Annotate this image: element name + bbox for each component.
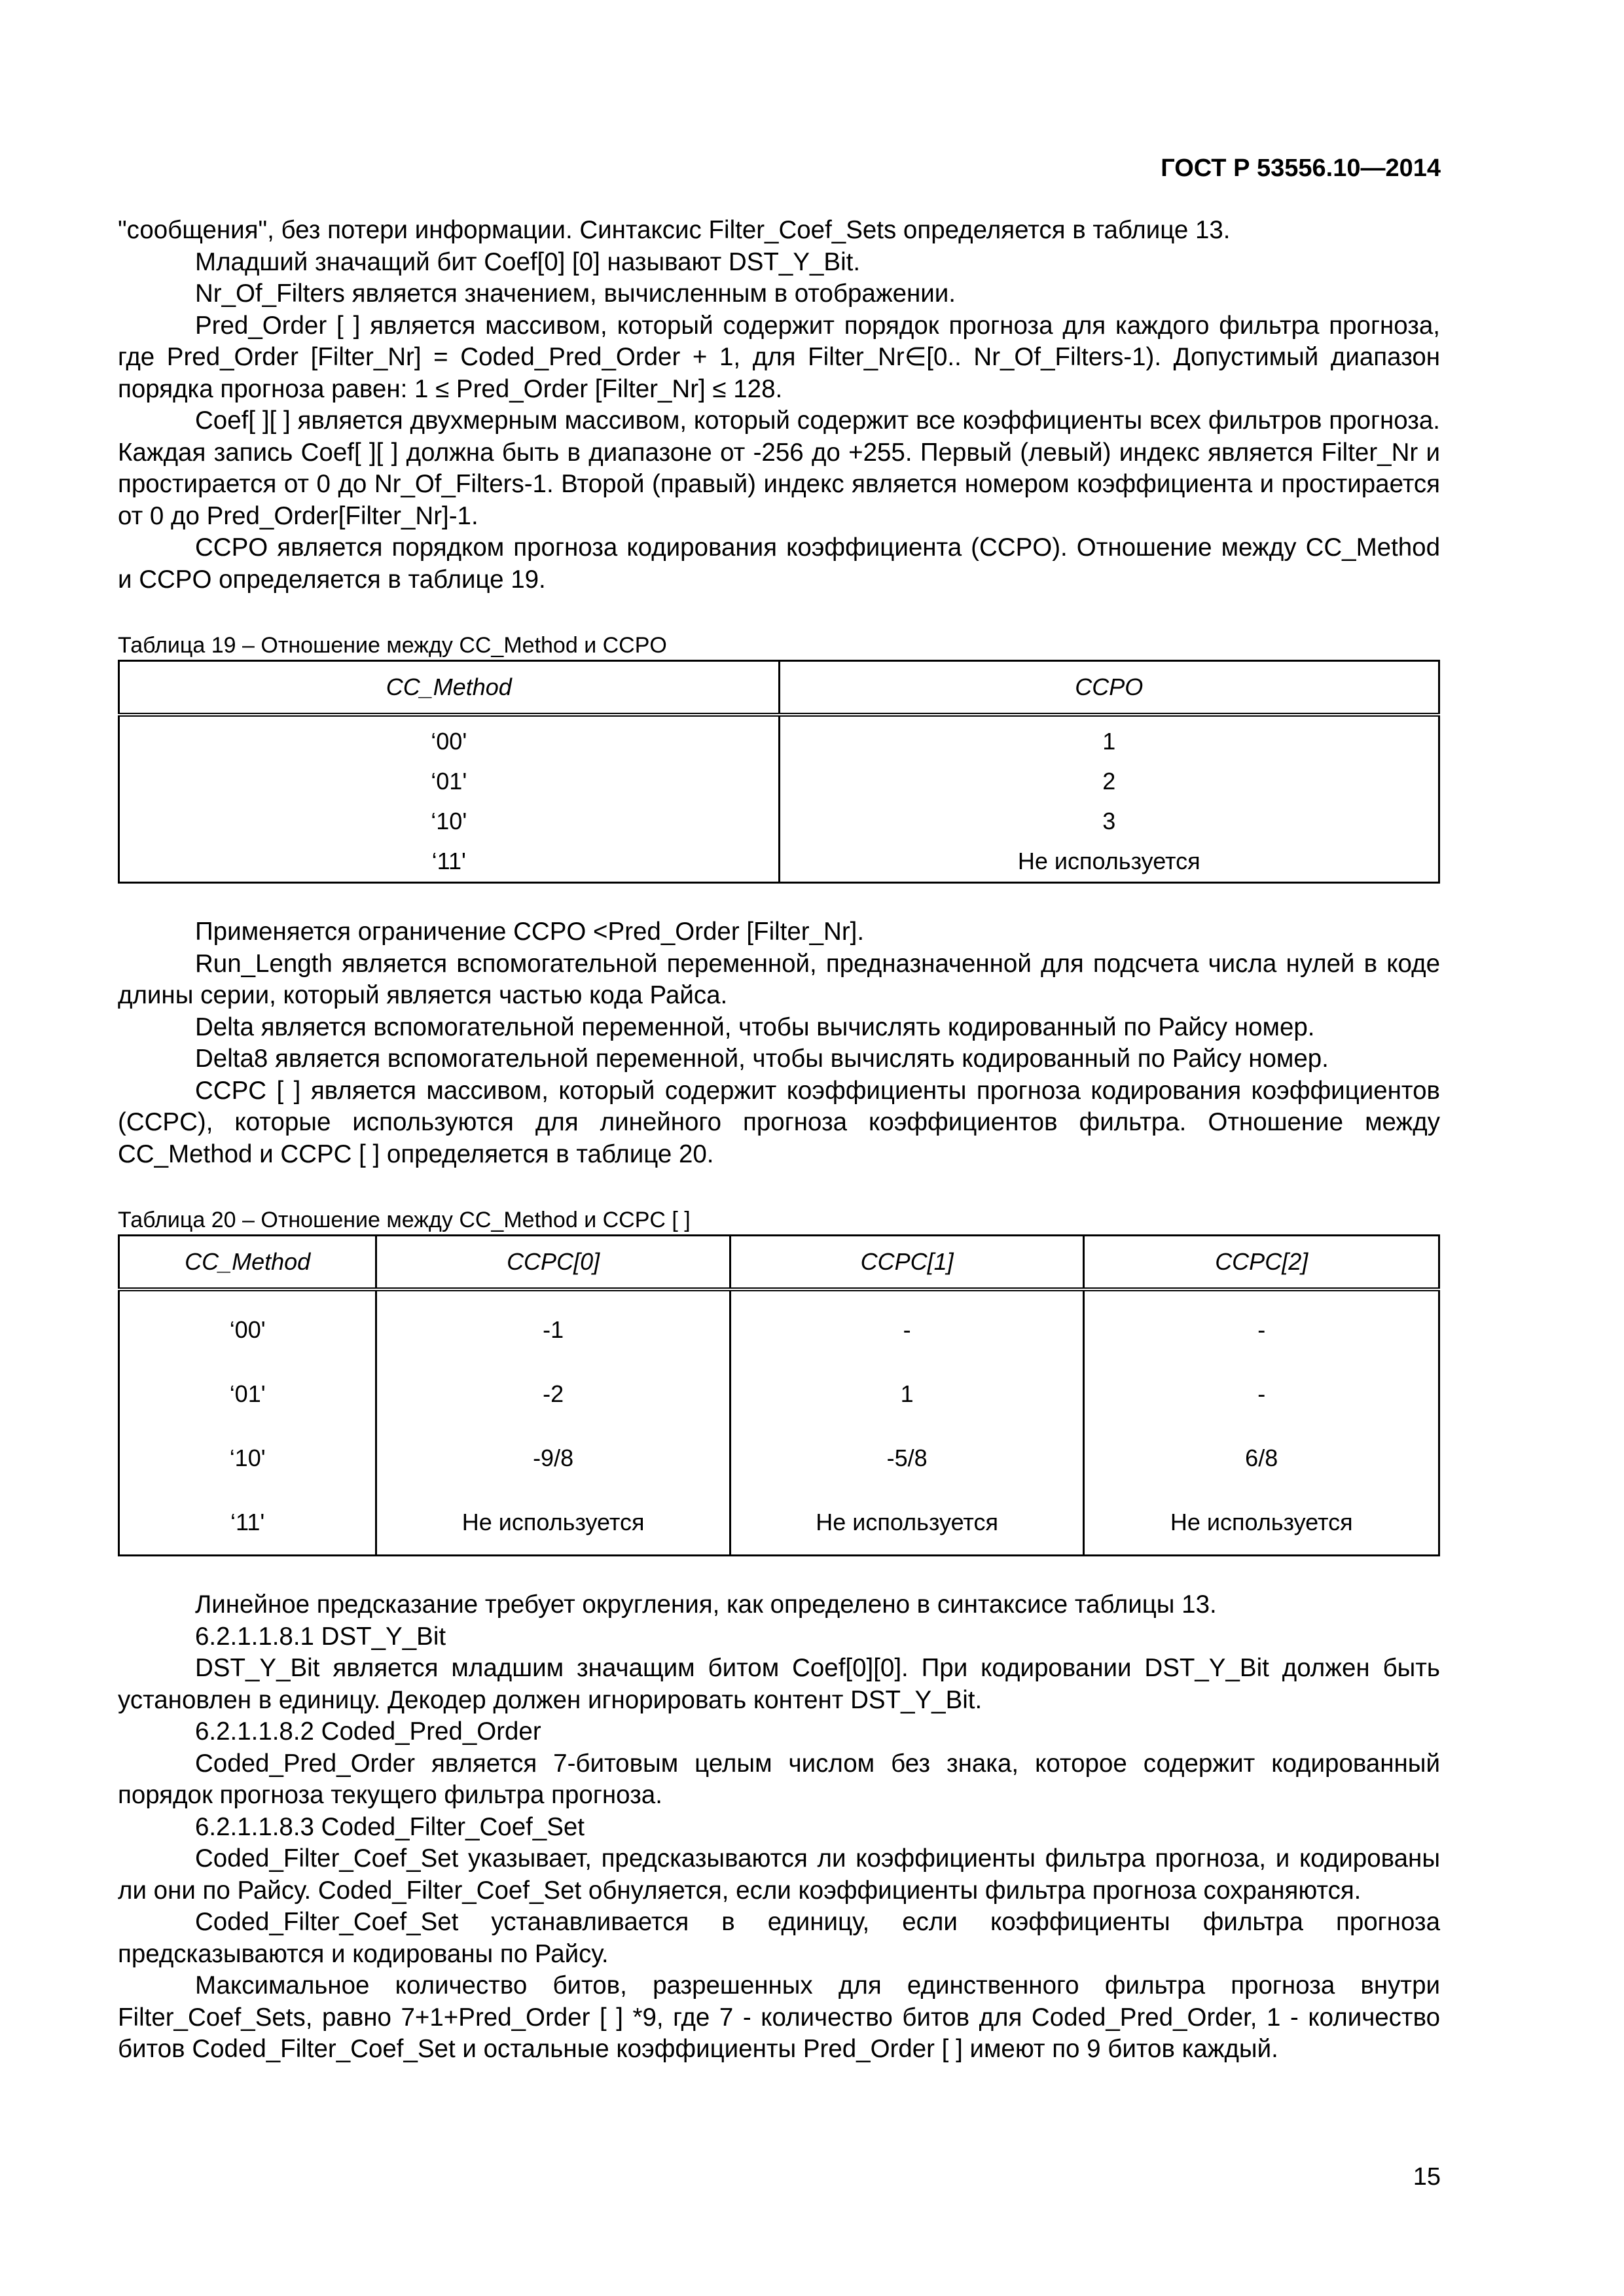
- paragraph: CCPO является порядком прогноза кодирования коэффициента (CCPO). Отношение между CC_Method и CCPO определяется в таблице 19.: [118, 533, 1440, 594]
- table-row: [119, 762, 1439, 802]
- paragraph: "сообщения", без потери информации. Синтаксис Filter_Coef_Sets определяется в таблице 13.: [118, 216, 1231, 244]
- table-cell: -: [730, 1289, 1084, 1362]
- paragraph: Coef[ ][ ] является двухмерным массивом, который содержит все коэффициенты всех фильтров прогноза. Каждая запись Coef[ ][ ] должна быть в диапазоне от -256 до +255. Первый (левый) индекс является Filter_Nr и простирается от 0 до Nr_Of_Filters-1. Второй (правый) индекс является номером коэффициента и простирается от 0 до Pred_Order[Filter_Nr]-1.: [118, 406, 1440, 530]
- table-cell: Не используется: [1084, 1490, 1439, 1556]
- table-header-cell: CCPC[0]: [376, 1236, 731, 1290]
- table-header-cell: CCPC[2]: [1084, 1236, 1439, 1290]
- paragraph: Применяется ограничение CCPO <Pred_Order [Filter_Nr].: [195, 918, 865, 946]
- table-cell: 3: [779, 802, 1439, 842]
- table-cell: ‘11': [119, 1490, 376, 1556]
- table-cell: 1: [779, 715, 1439, 762]
- paragraph: Младший значащий бит Coef[0] [0] называют DST_Y_Bit.: [195, 247, 861, 276]
- table-cell: -2: [376, 1362, 731, 1426]
- table-cell: 6/8: [1084, 1426, 1439, 1490]
- table-row: [119, 1289, 1439, 1362]
- section-heading: 6.2.1.1.8.3 Coded_Filter_Coef_Set: [195, 1812, 585, 1841]
- table-20-caption: Таблица 20 – Отношение между CC_Method и CCPC [ ]: [118, 1208, 691, 1232]
- table-cell: -9/8: [376, 1426, 731, 1490]
- paragraph: Nr_Of_Filters является значением, вычисленным в отображении.: [195, 279, 956, 308]
- paragraph: Delta является вспомогательной переменной, чтобы вычислять кодированный по Райсу номер.: [195, 1013, 1315, 1041]
- paragraph: DST_Y_Bit является младшим значащим битом Coef[0][0]. При кодировании DST_Y_Bit должен быть установлен в единицу. Декодер должен игнорировать контент DST_Y_Bit.: [118, 1654, 1440, 1714]
- table-row: [119, 802, 1439, 842]
- paragraph: Run_Length является вспомогательной переменной, предназначенной для подсчета числа нулей в коде длины серии, который является частью кода Райса.: [118, 949, 1440, 1009]
- paragraph: Coded_Filter_Coef_Set устанавливается в единицу, если коэффициенты фильтра прогноза предсказываются и кодированы по Райсу.: [118, 1908, 1440, 1968]
- section-heading: 6.2.1.1.8.2 Coded_Pred_Order: [195, 1717, 541, 1746]
- paragraph: CCPC [ ] является массивом, который содержит коэффициенты прогноза кодирования коэффициентов (CCPC), которые используются для линейного прогноза коэффициентов фильтра. Отношение между CC_Method и CCPC [ ] определяется в таблице 20.: [118, 1076, 1440, 1168]
- spacer: [118, 884, 1440, 916]
- table-cell: ‘01': [119, 1362, 376, 1426]
- table-cell: 1: [730, 1362, 1084, 1426]
- paragraph: Pred_Order [ ] является массивом, который содержит порядок прогноза для каждого фильтра прогноза, где Pred_Order [Filter_Nr] = Coded_Pred_Order + 1, для Filter_Nr∈[0.. Nr_Of_Filters-1). Допустимый диапазон порядка прогноза равен: 1 ≤ Pred_Order [Filter_Nr] ≤ 128.: [118, 311, 1440, 403]
- table-cell: Не используется: [730, 1490, 1084, 1556]
- table-cell: 2: [779, 762, 1439, 802]
- table-cell: ‘00': [119, 715, 780, 762]
- table-cell: ‘10': [119, 1426, 376, 1490]
- paragraph: Delta8 является вспомогательной переменной, чтобы вычислять кодированный по Райсу номер.: [195, 1045, 1329, 1073]
- table-cell: Не используется: [779, 842, 1439, 883]
- paragraph: Максимальное количество битов, разрешенных для единственного фильтра прогноза внутри Filter_Coef_Sets, равно 7+1+Pred_Order [ ] *9, где 7 - количество битов для Coded_Pred_Order, 1 - количество битов Coded_Filter_Coef_Set и остальные коэффициенты Pred_Order [ ] имеют по 9 битов каждый.: [118, 1971, 1440, 2063]
- table-cell: Не используется: [376, 1490, 731, 1556]
- table-row: [119, 1426, 1439, 1490]
- table-cell: ‘00': [119, 1289, 376, 1362]
- paragraph: Coded_Pred_Order является 7-битовым целым числом без знака, которое содержит кодированный порядок прогноза текущего фильтра прогноза.: [118, 1749, 1440, 1809]
- table-header-cell: CCPC[1]: [730, 1236, 1084, 1290]
- table-header-cell: CC_Method: [119, 1236, 376, 1290]
- paragraph: Coded_Filter_Coef_Set указывает, предсказываются ли коэффициенты фильтра прогноза, и кодированы ли они по Райсу. Coded_Filter_Coef_Set обнуляется, если коэффициенты фильтра прогноза сохраняются.: [118, 1844, 1440, 1905]
- table-row: [119, 842, 1439, 883]
- table-header-cell: CCPO: [779, 661, 1439, 715]
- table-header-cell: CC_Method: [119, 661, 780, 715]
- page-number: 15: [1413, 2163, 1441, 2191]
- table-20: [118, 1234, 1440, 1556]
- table-cell: ‘10': [119, 802, 780, 842]
- table-row: [119, 1362, 1439, 1426]
- table-cell: -1: [376, 1289, 731, 1362]
- section-heading: 6.2.1.1.8.1 DST_Y_Bit: [195, 1622, 446, 1651]
- table-cell: -: [1084, 1362, 1439, 1426]
- page-content: [118, 215, 1440, 2066]
- table-cell: ‘01': [119, 762, 780, 802]
- spacer: [118, 1556, 1440, 1589]
- table-cell: -5/8: [730, 1426, 1084, 1490]
- table-row: [119, 715, 1439, 762]
- paragraph: Линейное предсказание требует округления, как определено в синтаксисе таблицы 13.: [195, 1590, 1217, 1619]
- standard-header: ГОСТ Р 53556.10—2014: [1161, 154, 1441, 182]
- table-cell: ‘11': [119, 842, 780, 883]
- table-19: [118, 660, 1440, 884]
- table-row: [119, 1490, 1439, 1556]
- table-cell: -: [1084, 1289, 1439, 1362]
- table-19-caption: Таблица 19 – Отношение между CC_Method и CCPO: [118, 633, 667, 658]
